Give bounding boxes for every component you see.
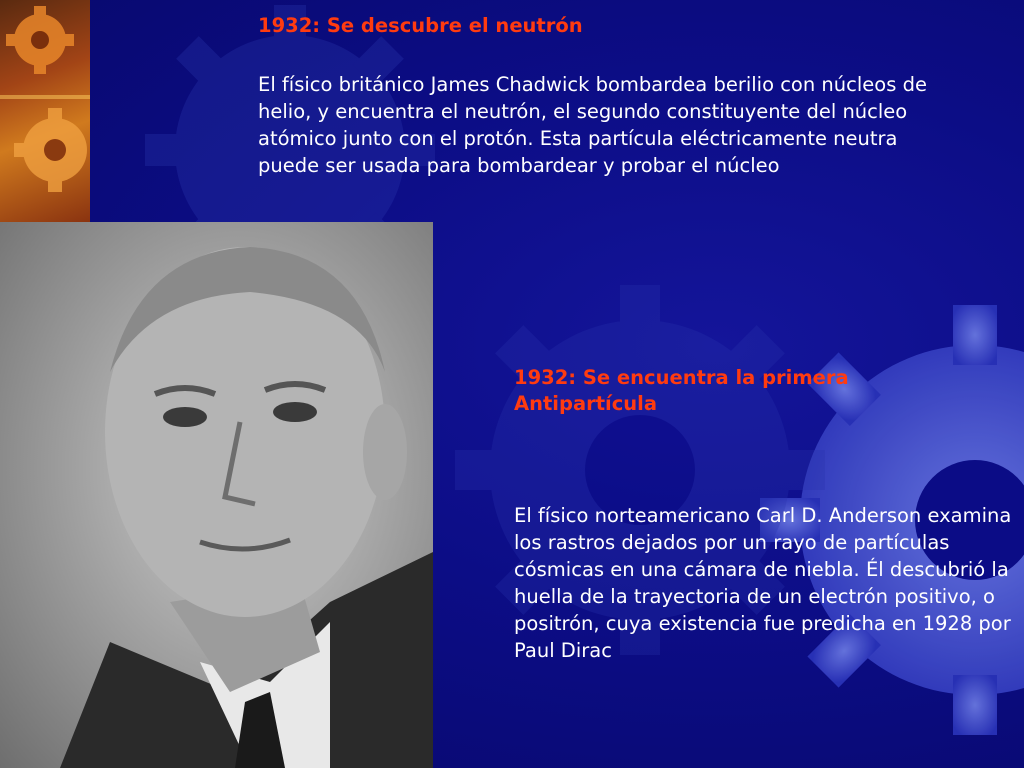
section1-body: El físico británico James Chadwick bombardea berilio con núcleos de helio, y encuentra el neutrón, el segundo constituyente del núcleo atómico junto con el protón. Esta partícula eléctricamente neutra puede ser usada para bombardear y probar el núcleo [258, 73, 927, 177]
orange-gears-art-icon [0, 0, 90, 222]
section2-body: El físico norteamericano Carl D. Anderson examina los rastros dejados por un rayo de partículas cósmicas en una cámara de niebla. Él descubrió la huella de la trayectoria de un electrón positivo, o positrón, cuya existencia fue predicha en 1928 por Paul Dirac [514, 504, 1012, 662]
section2-heading: 1932: Se encuentra la primera Antipartícula [514, 366, 849, 415]
scientist-portrait-photo [0, 222, 433, 768]
section1-heading: 1932: Se descubre el neutrón [258, 14, 583, 37]
